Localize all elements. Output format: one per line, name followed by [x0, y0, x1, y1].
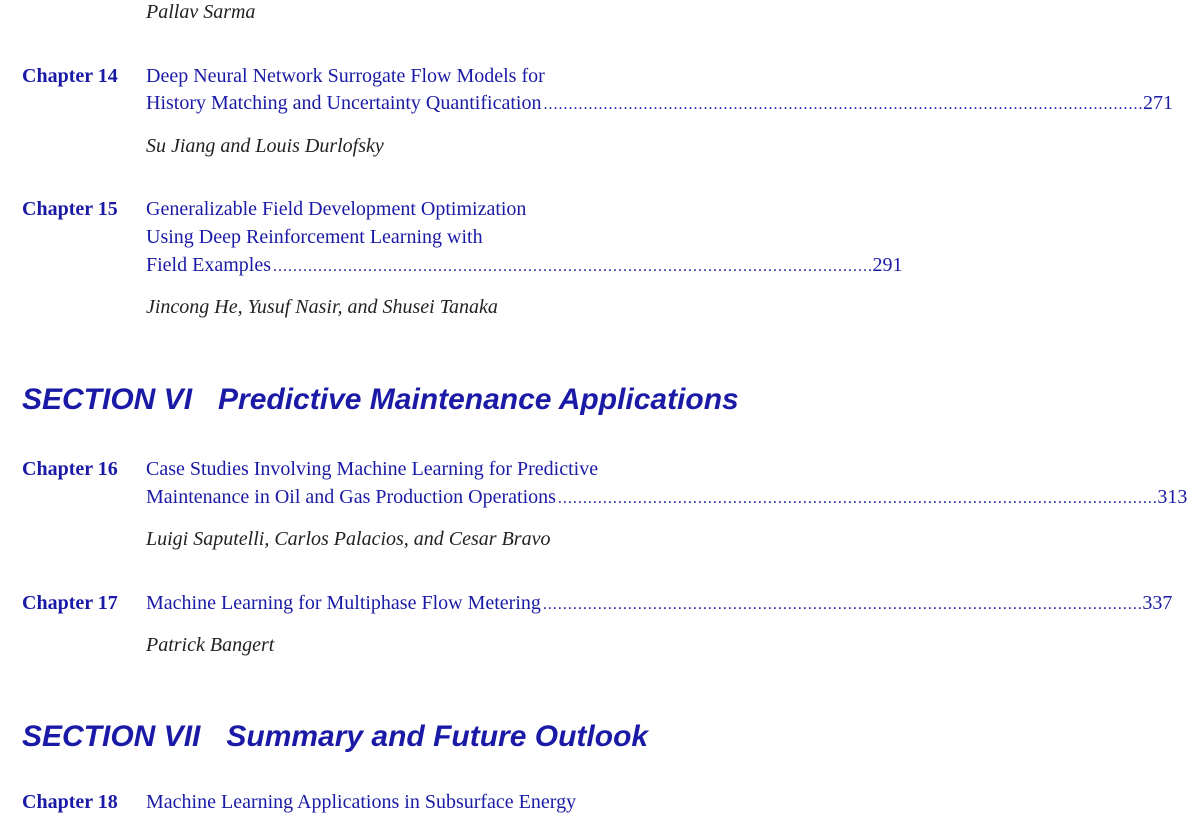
chapter-15-title-line-1: Generalizable Field Development Optimization	[146, 198, 527, 220]
chapter-16-page-number: 313	[1157, 486, 1187, 508]
chapter-15-title-line-3: Field Examples	[146, 254, 271, 276]
chapter-14-authors: Su Jiang and Louis Durlofsky	[146, 135, 384, 157]
chapter-14-title-last-line	[146, 91, 1173, 117]
chapter-16-authors: Luigi Saputelli, Carlos Palacios, and Cesar Bravo	[146, 528, 551, 550]
section-7-heading[interactable]	[22, 719, 648, 755]
section-6-heading[interactable]	[22, 382, 739, 418]
chapter-18-label: Chapter 18	[22, 791, 118, 813]
dot-leader	[273, 253, 871, 279]
chapter-14-label: Chapter 14	[22, 65, 118, 87]
chapter-14-title-line-2: History Matching and Uncertainty Quantification	[146, 92, 542, 114]
dot-leader	[543, 91, 1141, 117]
chapter-16-title-line-1: Case Studies Involving Machine Learning for Predictive	[146, 458, 599, 480]
chapter-17-title-line-1: Machine Learning for Multiphase Flow Metering	[146, 592, 541, 614]
chapter-15-page-number: 291	[872, 254, 903, 276]
section-7-title: Summary and Future Outlook	[226, 720, 649, 753]
chapter-15-title-last-line	[146, 253, 903, 279]
chapter-17-page-number: 337	[1142, 592, 1173, 614]
chapter-17-title-last-line	[146, 591, 1173, 617]
chapter-18-title-line-1: Machine Learning Applications in Subsurface Energy	[146, 791, 577, 813]
dot-leader	[543, 591, 1141, 617]
chapter-16-title-line-2: Maintenance in Oil and Gas Production Operations	[146, 486, 556, 508]
chapter-16-label: Chapter 16	[22, 458, 118, 480]
chapter-14-page-number: 271	[1142, 92, 1173, 114]
chapter-14-title-line-1: Deep Neural Network Surrogate Flow Models for	[146, 65, 545, 87]
chapter-16-title-last-line	[146, 485, 1187, 511]
chapter-17-authors: Patrick Bangert	[146, 634, 275, 656]
chapter-17-label: Chapter 17	[22, 592, 118, 614]
dot-leader	[558, 485, 1156, 511]
section-7-number: SECTION VII	[22, 720, 201, 753]
section-6-title: Predictive Maintenance Applications	[218, 383, 739, 416]
chapter-15-authors: Jincong He, Yusuf Nasir, and Shusei Tanaka	[146, 296, 498, 318]
section-6-number: SECTION VI	[22, 383, 193, 416]
chapter-13-authors: Pallav Sarma	[146, 1, 256, 23]
chapter-15-label: Chapter 15	[22, 198, 118, 220]
chapter-15-title-line-2: Using Deep Reinforcement Learning with	[146, 226, 483, 248]
